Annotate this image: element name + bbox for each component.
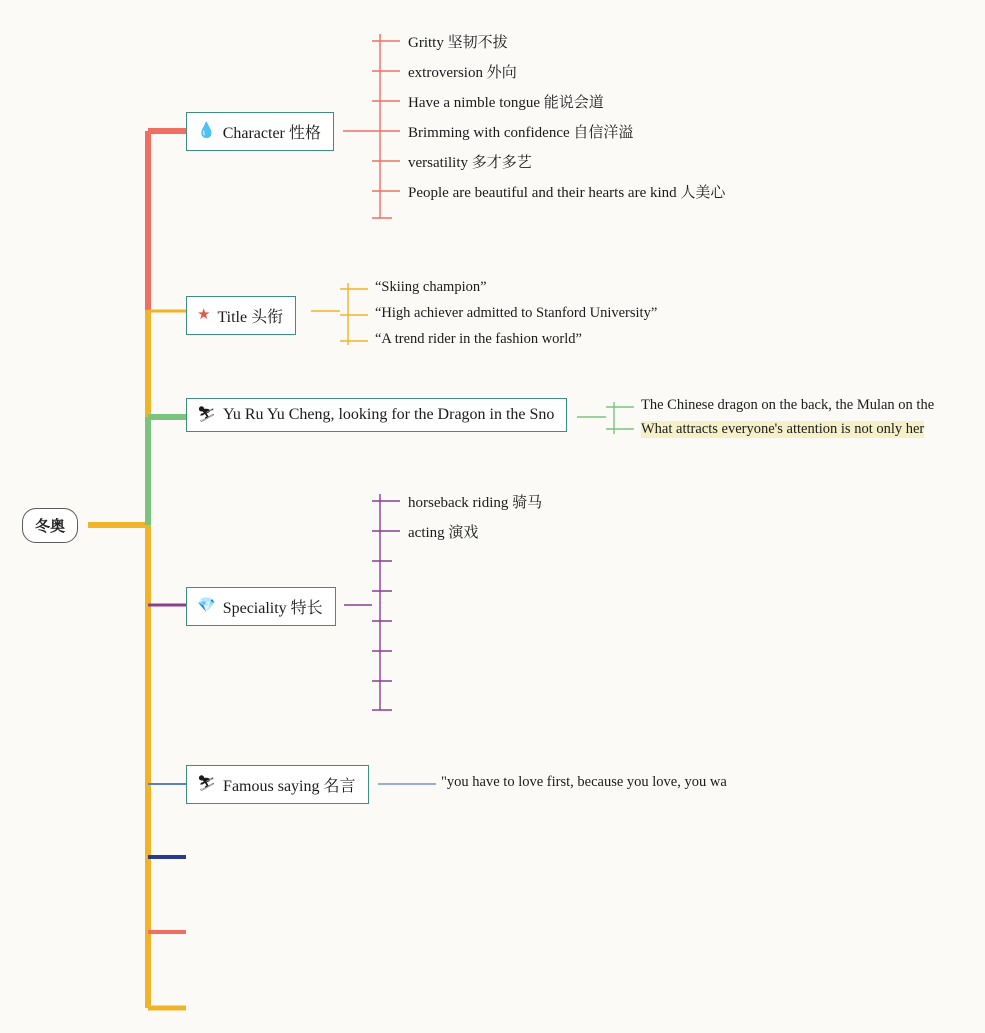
leaf-node[interactable] xyxy=(641,421,924,438)
branch-node-famous-saying[interactable] xyxy=(186,765,369,804)
leaf-node[interactable] xyxy=(641,397,934,414)
leaf-node[interactable] xyxy=(408,31,508,52)
leaf-node[interactable] xyxy=(375,305,657,322)
branch-label-speciality: Speciality 特长 xyxy=(222,600,323,617)
root-node[interactable] xyxy=(22,508,78,543)
branch-label-dragon: Yu Ru Yu Cheng, looking for the Dragon in the Sno xyxy=(223,406,555,423)
branch-node-speciality[interactable] xyxy=(186,587,336,626)
branch-label-famous-saying: Famous saying 名言 xyxy=(223,778,356,795)
leaf-label: Gritty 坚韧不拔 xyxy=(408,35,508,51)
leaf-label: “A trend rider in the fashion world” xyxy=(375,331,582,347)
leaf-label: horseback riding 骑马 xyxy=(408,495,543,511)
branch-node-character[interactable] xyxy=(186,112,334,151)
leaf-label: Brimming with confidence 自信洋溢 xyxy=(408,125,634,141)
leaf-node[interactable] xyxy=(408,521,478,542)
leaf-node[interactable] xyxy=(408,121,633,142)
leaf-label: versatility 多才多艺 xyxy=(408,155,532,171)
leaf-label: acting 演戏 xyxy=(408,525,479,541)
leaf-node[interactable] xyxy=(408,91,604,112)
branch-node-dragon[interactable] xyxy=(186,398,567,432)
leaf-label: The Chinese dragon on the back, the Mulan on the xyxy=(641,397,935,413)
leaf-node[interactable] xyxy=(375,279,487,296)
skier-icon: ⛷ xyxy=(197,406,217,423)
leaf-label: “High achiever admitted to Stanford University” xyxy=(375,305,658,321)
branch-label-character: Character 性格 xyxy=(222,125,321,142)
skier-icon: ⛷ xyxy=(197,776,217,792)
leaf-node[interactable] xyxy=(408,181,725,202)
leaf-node[interactable] xyxy=(408,491,542,512)
flame-icon: 💧 xyxy=(197,123,216,139)
leaf-label: People are beautiful and their hearts are kind 人美心 xyxy=(408,185,726,201)
leaf-label: Have a nimble tongue 能说会道 xyxy=(408,95,604,111)
leaf-label: What attracts everyone's attention is not only her xyxy=(641,421,925,437)
leaf-label: "you have to love first, because you love, you wa xyxy=(441,774,727,790)
leaf-label: “Skiing champion” xyxy=(375,279,487,295)
root-label: 冬奥 xyxy=(35,518,66,535)
leaf-node[interactable] xyxy=(375,331,582,348)
diamond-icon: 💎 xyxy=(197,598,216,614)
leaf-node[interactable] xyxy=(408,151,532,172)
leaf-node[interactable] xyxy=(441,774,727,791)
star-icon: ★ xyxy=(197,307,211,323)
leaf-node[interactable] xyxy=(408,61,517,82)
leaf-label: extroversion 外向 xyxy=(408,65,517,81)
branch-node-title[interactable] xyxy=(186,296,296,335)
branch-label-title: Title 头衔 xyxy=(217,309,284,326)
